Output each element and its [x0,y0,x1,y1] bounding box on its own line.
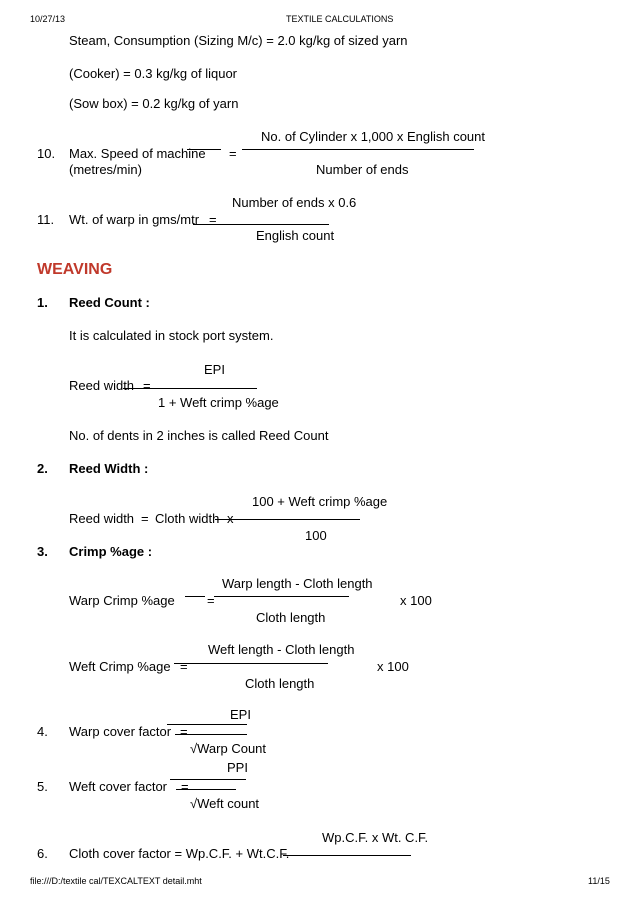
weft-crimp-fraction-bar [174,663,328,664]
item11-numerator: Number of ends x 0.6 [232,195,357,210]
warp-cover-label: Warp cover factor [69,724,172,739]
item10-number: 10. [37,146,56,161]
warp-crimp-fraction-bar [214,596,349,597]
item11-denominator: English count [256,228,335,243]
weft-cover-label: Weft cover factor [69,779,168,794]
reed-count-number: 1. [37,295,48,310]
weft-cover-denominator: √Weft count [190,796,260,811]
warp-crimp-denominator: Cloth length [256,610,326,625]
reed-width-equals: = [141,511,149,526]
warp-cover-fraction-bar-top [167,724,247,725]
warp-crimp-equals: = [207,593,215,608]
header-date: 10/27/13 [30,14,66,24]
warp-cover-number: 4. [37,724,48,739]
reed-count-numerator: EPI [204,362,225,377]
item10-fraction-bar [242,149,474,150]
reed-count-equals: = [143,378,151,393]
reed-count-note: No. of dents in 2 inches is called Reed Count [69,428,329,443]
footer-page-number: 11/15 [588,876,610,886]
weft-crimp-denominator: Cloth length [245,676,315,691]
warp-cover-denominator: √Warp Count [190,741,267,756]
reed-count-fraction-bar [123,388,257,389]
item11-number: 11. [37,212,55,227]
weft-crimp-multiplier: x 100 [377,659,409,674]
sowbox-consumption: (Sow box) = 0.2 kg/kg of yarn [69,96,239,111]
weft-crimp-equals: = [180,659,188,674]
cooker-consumption: (Cooker) = 0.3 kg/kg of liquor [69,66,237,81]
weft-crimp-label: Weft Crimp %age [69,659,171,674]
header-title: TEXTILE CALCULATIONS [286,14,394,24]
weft-cover-equals: = [181,779,189,794]
item11-equals: = [209,212,217,227]
cloth-cover-numerator: Wp.C.F. x Wt. C.F. [322,830,429,845]
reed-width-denominator: 100 [305,528,327,543]
item11-label: Wt. of warp in gms/mtr [69,212,200,227]
warp-crimp-numerator: Warp length - Cloth length [222,576,373,591]
section-title-weaving: WEAVING [37,261,113,278]
reed-width-times: x [227,511,234,526]
reed-count-title: Reed Count : [69,295,150,310]
cloth-cover-label: Cloth cover factor = Wp.C.F. + Wt.C.F. [69,846,290,861]
reed-width-title: Reed Width : [69,461,149,476]
warp-cover-fraction-bar [175,734,247,735]
item10-equals: = [229,146,237,161]
warp-cover-numerator: EPI [230,707,251,722]
weft-cover-number: 5. [37,779,48,794]
warp-crimp-multiplier: x 100 [400,593,432,608]
crimp-number: 3. [37,544,48,559]
reed-width-fraction-bar [215,519,360,520]
reed-width-number: 2. [37,461,48,476]
item10-unit: (metres/min) [69,162,142,177]
footer-path: file:///D:/textile cal/TEXCALTEXT detail.mht [30,876,202,886]
reed-width-middle: Cloth width [155,511,220,526]
reed-count-desc: It is calculated in stock port system. [69,328,274,343]
steam-consumption: Steam, Consumption (Sizing M/c) = 2.0 kg/kg of sized yarn [69,33,408,48]
item10-denominator: Number of ends [316,162,409,177]
warp-crimp-label: Warp Crimp %age [69,593,175,608]
reed-width-label: Reed width [69,511,135,526]
reed-count-label: Reed width [69,378,135,393]
warp-crimp-label-underline [185,596,205,597]
weft-cover-fraction-bar [176,789,236,790]
item10-numerator: No. of Cylinder x 1,000 x English count [261,129,486,144]
weft-crimp-numerator: Weft length - Cloth length [208,642,355,657]
item11-fraction-bar [193,224,329,225]
reed-count-denominator: 1 + Weft crimp %age [158,395,279,410]
crimp-title: Crimp %age : [69,544,153,559]
item10-label: Max. Speed of machine [69,146,206,161]
weft-cover-numerator: PPI [227,760,248,775]
cloth-cover-fraction-bar [283,855,411,856]
reed-width-numerator: 100 + Weft crimp %age [252,494,388,509]
cloth-cover-number: 6. [37,846,48,861]
warp-cover-equals: = [180,724,188,739]
